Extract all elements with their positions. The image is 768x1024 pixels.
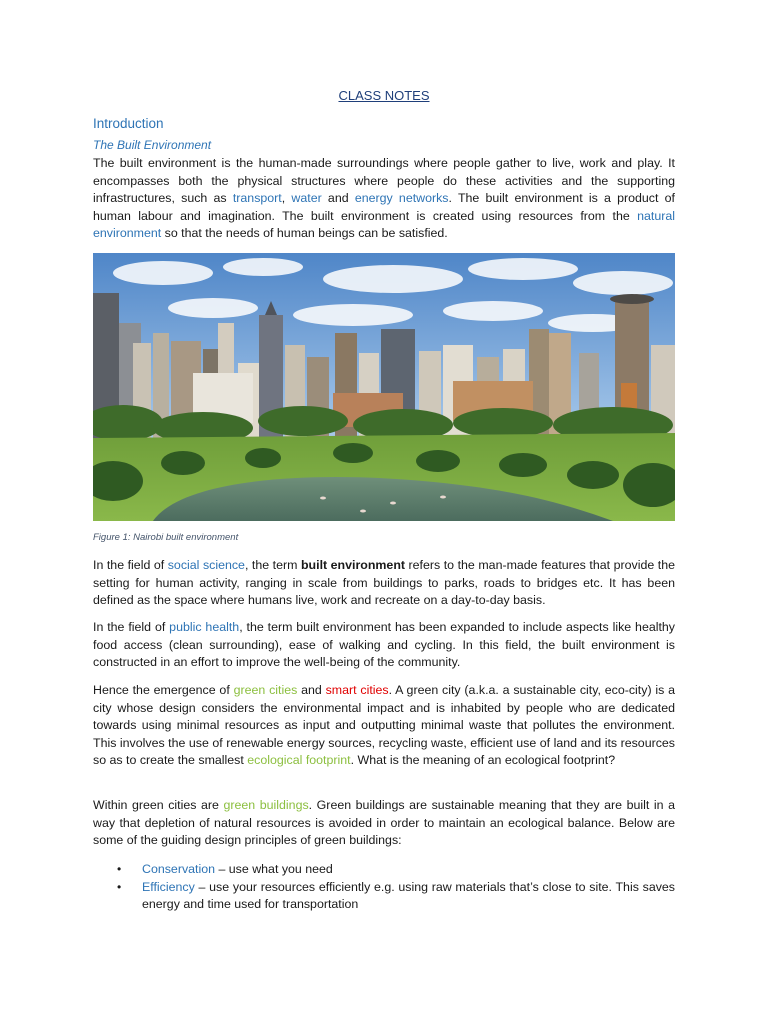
list-item xyxy=(93,879,675,914)
subsection-heading: The Built Environment xyxy=(93,138,212,152)
paragraph-public-health xyxy=(93,619,675,672)
link-public-health[interactable]: public health xyxy=(169,620,240,634)
link-natural-environment[interactable]: natural environment xyxy=(93,208,675,241)
paragraph-social-science xyxy=(93,557,675,610)
text: and xyxy=(297,683,326,697)
bullet-icon: • xyxy=(117,862,122,876)
design-principles-list xyxy=(93,861,675,914)
link-smart-cities[interactable]: smart cities xyxy=(325,683,389,697)
text: so that the needs of human beings can be satisfied. xyxy=(161,226,448,241)
link-energy-networks[interactable]: energy networks xyxy=(354,191,449,206)
bullet-icon: • xyxy=(117,879,122,894)
link-transport[interactable]: transport xyxy=(232,191,282,206)
link-social-science[interactable]: social science xyxy=(167,558,245,572)
list-item xyxy=(93,861,675,879)
text: , xyxy=(281,191,292,206)
link-ecological-footprint[interactable]: ecological footprint xyxy=(247,753,351,768)
text: . The built environment is a product of human labour and imagination. The built environment is created using resources from the xyxy=(93,191,675,223)
link-conservation[interactable]: Conservation xyxy=(142,862,216,876)
bold-term: built environment xyxy=(300,558,406,572)
text: , the term xyxy=(244,558,301,572)
list-item-text: – use what you need xyxy=(215,862,333,876)
text: In the field of xyxy=(93,558,168,572)
paragraph-built-environment xyxy=(93,155,675,243)
text: refers to the man-made features that provide the setting for human activity, ranging in scale from buildings to parks, roads to bridges etc. It has been defined as the space where humans live, work and recreate on a day-to-day basis. xyxy=(93,558,675,608)
text: Hence the emergence of xyxy=(93,683,234,697)
text: . Green buildings are sustainable meaning that they are built in a way that depletion of natural resources is avoided in order to maintain an ecological balance. Below are some of the guiding design principles of green buildings: xyxy=(93,798,676,848)
link-water[interactable]: water xyxy=(291,191,322,206)
text: In the field of xyxy=(93,620,170,634)
link-green-buildings[interactable]: green buildings xyxy=(223,798,309,812)
page-title: CLASS NOTES xyxy=(338,88,430,103)
paragraph-green-buildings xyxy=(93,797,675,850)
list-item-text: – use your resources efficiently e.g. using raw materials that’s close to site. This saves energy and time used for transportation xyxy=(142,879,675,912)
text: Within green cities are xyxy=(93,798,224,812)
text: . A green city (a.k.a. a sustainable city, eco-city) is a city whose design considers the environmental impact and is inhabited by people who are dedicated towards using minimal resources as input and outputting minimal waste that pollutes the environment. This involves the use of renewable energy sources, recycling waste, efficient use of land and its resources so as to create the smallest xyxy=(93,683,676,768)
link-efficiency[interactable]: Efficiency xyxy=(142,879,195,894)
nairobi-city-photo xyxy=(93,253,675,521)
text: The built environment is the human-made surroundings where people gather to live, work and play. It encompasses both the physical structures where people do these activities and the supporting infrastructures, such as xyxy=(93,156,675,206)
paragraph-green-cities xyxy=(93,682,675,770)
text: , the term built environment has been expanded to include aspects like healthy food access (clean surrounding), ease of walking and cycling. In this field, the built environment is constructed in an effort to improve the well-being of the community. xyxy=(93,620,676,670)
section-heading: Introduction xyxy=(93,116,164,131)
link-green-cities[interactable]: green cities xyxy=(233,683,298,697)
figure-caption: Figure 1: Nairobi built environment xyxy=(93,532,239,543)
text: and xyxy=(321,191,355,206)
text: . What is the meaning of an ecological footprint? xyxy=(350,753,616,768)
